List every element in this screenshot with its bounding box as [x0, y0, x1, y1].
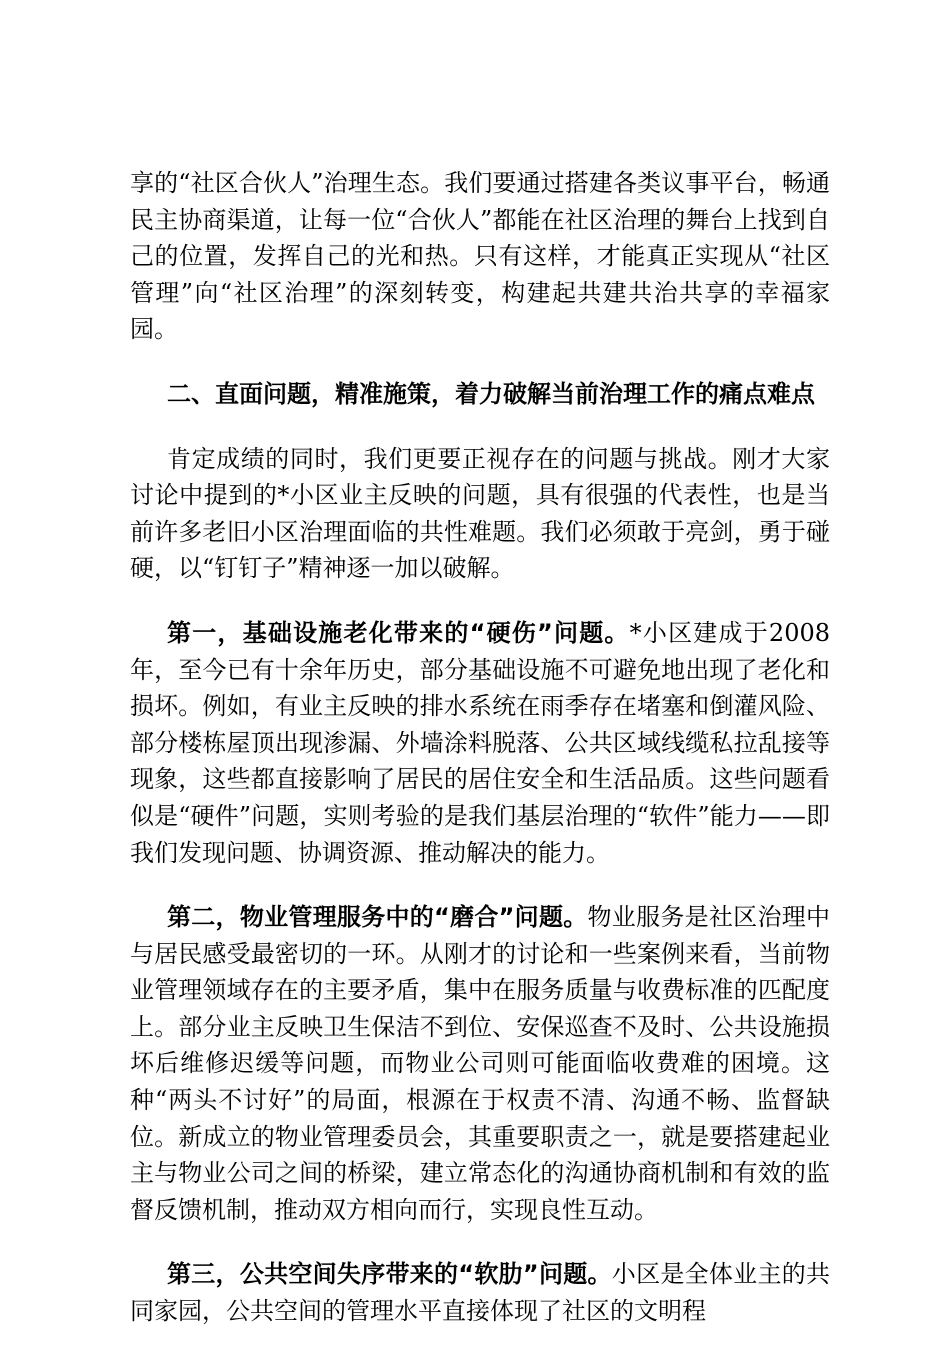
point-lead: 第三，公共空间失序带来的“软肋”问题。 — [167, 1260, 612, 1289]
section-heading-text: 二、直面问题，精准施策，着力破解当前治理工作的痛点难点 — [167, 379, 815, 408]
point-body: 物业服务是社区治理中与居民感受最密切的一环。从刚才的讨论和一些案例来看，当前物业管理领域存在的主要矛盾，集中在服务质量与收费标准的匹配度上。部分业主反映卫生保洁不到位、安保巡查不及时、公共设施损坏后维修迟缓等问题，而物业公司则可能面临收费难的困境。这种“两头不讨好”的局面，根源在于权责不清、沟通不畅、监督缺位。新成立的物业管理委员会，其重要职责之一，就是要搭建起业主与物业公司之间的桥梁，建立常态化的沟通协商机制和有效的监督反馈机制，推动双方相向而行，实现良性互动。 — [130, 903, 830, 1224]
paragraph-point-1 — [130, 615, 830, 871]
paragraph-intro — [130, 441, 830, 587]
point-body: 小区是全体业主的共同家园，公共空间的管理水平直接体现了社区的文明程 — [130, 1260, 831, 1326]
point-lead: 第二，物业管理服务中的“磨合”问题。 — [167, 903, 588, 932]
paragraph-point-2 — [130, 899, 830, 1228]
paragraph-continuation — [130, 165, 830, 348]
section-heading — [130, 376, 830, 413]
point-body: *小区建成于2008年，至今已有十余年历史，部分基础设施不可避免地出现了老化和损坏。例如，有业主反映的排水系统在雨季存在堵塞和倒灌风险、部分楼栋屋顶出现渗漏、外墙涂料脱落、公共区域线缆私拉乱接等现象，这些都直接影响了居民的居住安全和生活品质。这些问题看似是“硬件”问题，实则考验的是我们基层治理的“软件”能力——即我们发现问题、协调资源、推动解决的能力。 — [130, 618, 831, 867]
paragraph-text: 肯定成绩的同时，我们更要正视存在的问题与挑战。刚才大家讨论中提到的*小区业主反映的问题，具有很强的代表性，也是当前许多老旧小区治理面临的共性难题。我们必须敢于亮剑，勇于碰硬，以“钉钉子”精神逐一加以破解。 — [130, 444, 830, 583]
point-lead: 第一，基础设施老化带来的“硬伤”问题。 — [167, 618, 630, 647]
document-body — [130, 165, 830, 1358]
paragraph-text: 享的“社区合伙人”治理生态。我们要通过搭建各类议事平台，畅通民主协商渠道，让每一位“合伙人”都能在社区治理的舞台上找到自己的位置，发挥自己的光和热。只有这样，才能真正实现从“社区管理”向“社区治理”的深刻转变，构建起共建共治共享的幸福家园。 — [130, 169, 830, 344]
paragraph-point-3 — [130, 1256, 830, 1329]
